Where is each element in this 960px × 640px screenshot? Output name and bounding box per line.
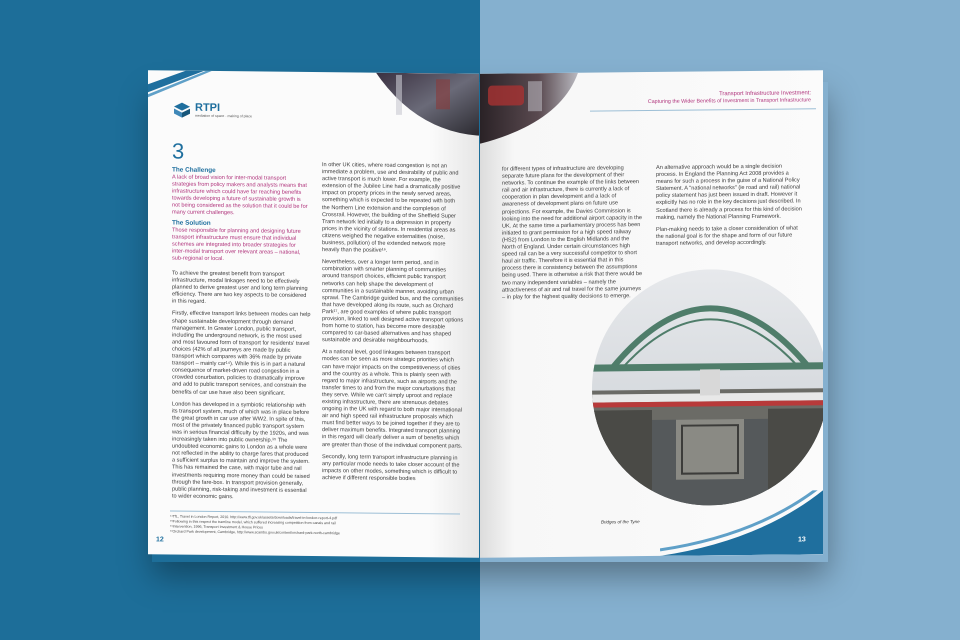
image-caption: Bridges of the Tyne [601,519,640,525]
paragraph: Plan-making needs to take a closer consideration of what the national goal is for the shape and form of our future transport networks, and develop accordingly. [656,225,798,247]
footnote-divider [170,510,460,514]
page-number-right: 13 [798,536,806,544]
header-subtitle: Capturing the Wider Benefits of Investment in Transport Infrastructure [647,97,811,106]
body-column-right-1: for different types of infrastructure are developing separate future plans for the development of their networks. To continue the example of the links between rail and air infrastructure, there is currently a lack of cooperation in plan development and a lack of awareness of development plans on future use projections. For example, the Davies Commission is looking into the need for additional airport capacity in the UK. At the same time a parliamentary process has been initiated to grant permission for a high speed railway (HS2) from London to the English Midlands and the North of England. Under certain circumstances high speed rail can be a very successful competitor to short haul air traffic. Therefore it is essential that in this process there is consistency between the assumptions being used. There is otherwise a risk that there would be two many independent variables – namely the attractiveness of air and rail travel for the same journeys – in play for the highest quality decisions to emerge. [502,165,643,301]
brand-tagline: mediation of space · making of place [195,113,253,119]
solution-heading: The Solution [172,219,211,227]
header-title: Transport Infrastructure Investment: [719,90,811,98]
photo-tube-platform [376,73,479,136]
body-column-right-2 [656,163,804,248]
footnote: ¹⁶Intervention, 1996, Transport Investment & House Prices [170,524,263,530]
header-divider [590,108,816,111]
page-number-left: 12 [156,536,164,544]
photo-tyne-bridge [592,268,823,506]
body-column-left [172,271,312,502]
left-page [148,70,479,557]
footnote: ¹⁵Following in this respect the tramline model, which suffered increasing competition from canals and rail [170,519,336,526]
challenge-heading: The Challenge [172,166,216,174]
body-column-middle [322,162,464,484]
corner-stripes-icon [148,70,218,101]
paragraph: To achieve the greatest benefit from transport infrastructure, modal linkages need to be effectively planned to derive greatest user and long term planning efficiency. There are two key aspects to be considered in this regard. [172,270,308,306]
paragraph: At a national level, good linkages between transport modes can be seen as more strategic priorities which can have major impacts on the competitiveness of cities and the country as a whole. This is plainly seen with regard to major infrastructure, such as airports and the transfer times to and from the major conurbations that they serve. While we can't simply uproot and replace existing infrastructure, there are strenuous debates ongoing in the UK with regard to both major international air and high speed rail infrastructure proposals which must find better ways to be joined together if they are to deliver maximum benefits. Integrated transport planning in this regard will clearly deliver a sum of benefits which are greater than those of the individual component parts. [322,349,463,450]
solution-text: Those responsible for planning and designing future transport infrastructure must ensure that individual schemes are integrated into broader strategies for inter-modal transport over relevant areas – national, sub-regional or local. [172,227,301,263]
footnotes [170,514,460,537]
rtpi-logo-icon [172,101,192,119]
right-page [480,70,823,558]
challenge-text: A lack of broad vision for inter-modal transport strategies from policy makers and analysts means that infrastructure which could have far reaching benefits towards developing a future of sustainable growth is not being considered as the solution that it could be for many current challenges. [172,174,308,217]
paragraph: In other UK cities, where road congestion is not an immediate a problem, use and desirability of public and active transport is much lower. For example, the extension of the Jubilee Line had a dramatically positive impact on property prices in the newly served areas, something which is expected to be repeated with both the Northern Line extension and the completion of Crossrail. However, the building of the Sheffield Super Tram network led initially to a depression in property prices in the vicinity of stations. In residential areas as citizens weighed the negative externalities (noise, business, pollution) of the extended network more heavily than the positive¹⁶. [322,162,461,254]
paragraph: An alternative approach would be a single decision process. In England the Planning Act 2008 provides a means for such a process in the guise of a National Policy Statement. A "national networks" (ie road and rail) national policy statement has just been issued in draft. However it explicitly has no role in the key decisions just described. In Scotland there is already a process for this kind of decision making, namely the National Planning Framework. [656,163,802,221]
paragraph: Nevertheless, over a longer term period, and in combination with smarter planning of communities around transport choices, efficient public transport networks can help shape the development of communities in a sustainable manner, avoiding urban sprawl. The Cambridge guided bus, and the communities that have developed along its route, such as Orchard Park¹⁷, are good examples of where public transport provision, linked to well designed active transport options from home to station, has become more desirable compared to car-based alternatives and has shaped sustainable and desirable neighbourhoods. [322,259,464,345]
footnote: ¹⁷Orchard Park development, Cambridge, http://www.scambs.gov.uk/content/orchard-park-north-cambridge [170,529,340,535]
brand-name: RTPI [195,101,221,115]
photo-tube-train [480,73,578,144]
paragraph: Secondly, long term transport infrastructure planning in any particular mode needs to take closer account of the impacts on other modes, something which is difficult to achieve if different responsible bodies [322,453,460,483]
paragraph: Firstly, effective transport links between modes can help shape sustainable development through demand management. In Greater London, public transport, including the underground network, is the most used and most favoured form of transport for residents' travel choices (42% of all journeys are made by public transport which compares with 36% made by private transport – mainly car¹⁴). While this is in part a natural consequence of market-driven road congestion in a crowded conurbation, policies to dramatically improve and add to public transport services, and constrain the benefits of car use have also been significant. [172,310,311,397]
paragraph: London has developed in a symbiotic relationship with its transport system, much of which was in place before the great growth in car use after WW2. In spite of this, most of the privately financed public transport system was in serious financial difficulty by the 1920s, and was increasingly taken into public ownership.¹⁵ The undoubted economic gains to London as a whole were not reflected in the ability to charge fares that produced a sufficient surplus to maintain and improve the system. This has remained the case, with major tube and rail investments requiring more money than could be raised through the fare-box. In transport provision generally, public planning, risk-taking and investment is essential to wider economic gains. [172,401,310,500]
corner-swoosh-icon [660,490,823,556]
footnote: ¹⁴TfL, Travel in London Report, 2010. http://www.tfl.gov.uk/assets/downloads/travel-in-london-report-4.pdf [170,514,338,521]
section-number: 3 [172,138,185,164]
